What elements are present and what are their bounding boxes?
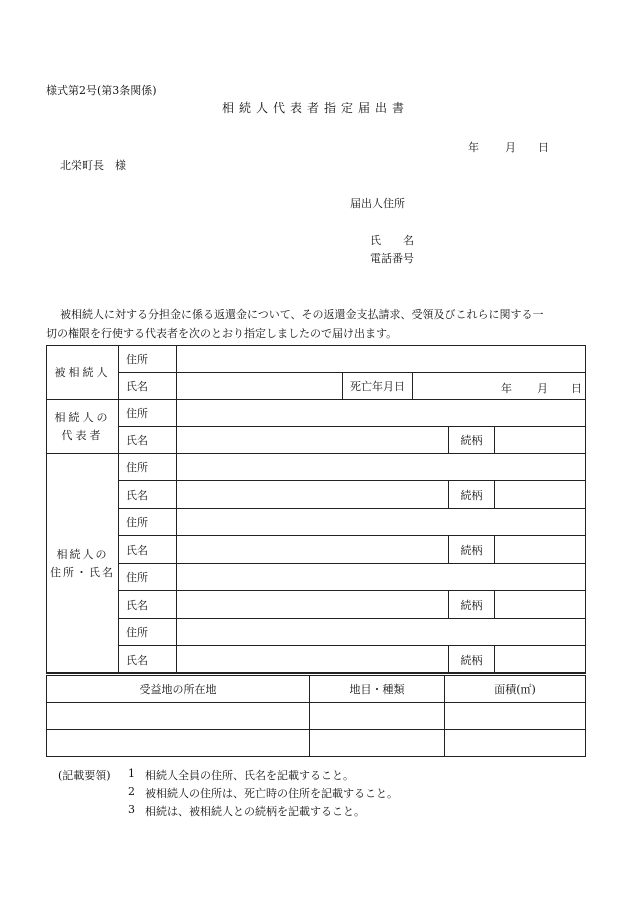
death-day-label: 日 bbox=[571, 382, 582, 395]
heirs-label-line-2: 住所・氏名 bbox=[50, 565, 115, 579]
date-day-label: 日 bbox=[538, 141, 549, 154]
heir-3-name-field[interactable] bbox=[177, 591, 449, 619]
note-2-text: 被相続人の住所は、死亡時の住所を記載すること。 bbox=[145, 787, 398, 800]
heirs-label-line-1: 相続人の bbox=[56, 547, 109, 561]
heir-2-relation-field[interactable] bbox=[495, 536, 586, 564]
deceased-address-label: 住所 bbox=[119, 346, 177, 373]
heir-1-name-field[interactable] bbox=[177, 481, 449, 509]
addressee: 北栄町長 様 bbox=[60, 159, 126, 172]
applicant-address-label: 届出人住所 bbox=[350, 197, 405, 210]
deceased-name-label: 氏名 bbox=[119, 373, 177, 400]
heir-3-relation-field[interactable] bbox=[495, 591, 586, 619]
heir-1-address-label: 住所 bbox=[119, 454, 177, 481]
representative-relation-field[interactable] bbox=[495, 427, 586, 454]
heir-4-relation-label: 続柄 bbox=[449, 646, 495, 674]
applicant-name-label: 氏 名 bbox=[370, 234, 414, 247]
representative-label-line-2: 代表者 bbox=[61, 428, 104, 442]
land-location-header: 受益地の所在地 bbox=[47, 676, 310, 703]
heir-2-name-label: 氏名 bbox=[119, 536, 177, 564]
representative-address-label: 住所 bbox=[119, 400, 177, 427]
heir-2-address-field[interactable] bbox=[177, 509, 586, 536]
note-3-text: 相続は、被相続人との続柄を記載すること。 bbox=[145, 805, 365, 818]
heirs-label bbox=[47, 454, 119, 674]
death-month-label: 月 bbox=[537, 382, 548, 395]
land-row-2-category-field[interactable] bbox=[310, 730, 445, 757]
heir-1-relation-label: 続柄 bbox=[449, 481, 495, 509]
deceased-address-field[interactable] bbox=[177, 346, 586, 373]
heir-3-name-label: 氏名 bbox=[119, 591, 177, 619]
heir-4-address-label: 住所 bbox=[119, 619, 177, 646]
representative-name-field[interactable] bbox=[177, 427, 449, 454]
note-1-text: 相続人全員の住所、氏名を記載すること。 bbox=[145, 769, 354, 782]
heir-2-relation-label: 続柄 bbox=[449, 536, 495, 564]
land-row-2-location-field[interactable] bbox=[47, 730, 310, 757]
heir-1-name-label: 氏名 bbox=[119, 481, 177, 509]
representative-name-label: 氏名 bbox=[119, 427, 177, 454]
heir-table bbox=[46, 345, 586, 674]
date-year-label: 年 bbox=[468, 141, 479, 154]
death-year-label: 年 bbox=[501, 382, 512, 395]
date-month-label: 月 bbox=[505, 141, 516, 154]
land-row-1-category-field[interactable] bbox=[310, 703, 445, 730]
document-title: 相続人代表者指定届出書 bbox=[222, 101, 410, 115]
notes-heading: (記載要領) bbox=[58, 769, 111, 782]
heir-4-address-field[interactable] bbox=[177, 619, 586, 646]
heir-3-relation-label: 続柄 bbox=[449, 591, 495, 619]
heir-2-name-field[interactable] bbox=[177, 536, 449, 564]
date-of-death-label: 死亡年月日 bbox=[343, 373, 413, 400]
representative-label-line-1: 相続人の bbox=[54, 410, 111, 424]
heir-2-address-label: 住所 bbox=[119, 509, 177, 536]
note-3-number: 3 bbox=[128, 803, 135, 816]
body-text-line-2: 切の権限を行使する代表者を次のとおり指定しましたので届け出ます。 bbox=[46, 327, 398, 340]
deceased-name-field[interactable] bbox=[177, 373, 343, 400]
body-text-line-1: 被相続人に対する分担金に係る返還金について、その返還金支払請求、受領及びこれらに関する一 bbox=[60, 308, 544, 321]
heir-4-name-label: 氏名 bbox=[119, 646, 177, 674]
representative-relation-label: 続柄 bbox=[449, 427, 495, 454]
heir-3-address-label: 住所 bbox=[119, 564, 177, 591]
date-of-death-field[interactable] bbox=[413, 373, 586, 400]
deceased-label: 被相続人 bbox=[47, 346, 119, 400]
note-2-number: 2 bbox=[128, 785, 135, 798]
form-number: 様式第2号(第3条関係) bbox=[46, 84, 157, 97]
representative-address-field[interactable] bbox=[177, 400, 586, 427]
land-category-header: 地目・種類 bbox=[310, 676, 445, 703]
land-row-1-location-field[interactable] bbox=[47, 703, 310, 730]
applicant-phone-label: 電話番号 bbox=[370, 252, 414, 265]
heir-4-name-field[interactable] bbox=[177, 646, 449, 674]
land-table bbox=[46, 675, 586, 757]
land-area-header: 面積(㎡) bbox=[445, 676, 586, 703]
heir-1-relation-field[interactable] bbox=[495, 481, 586, 509]
land-row-2-area-field[interactable] bbox=[445, 730, 586, 757]
heir-4-relation-field[interactable] bbox=[495, 646, 586, 674]
representative-label bbox=[47, 400, 119, 454]
note-1-number: 1 bbox=[128, 767, 135, 780]
heir-1-address-field[interactable] bbox=[177, 454, 586, 481]
heir-3-address-field[interactable] bbox=[177, 564, 586, 591]
land-row-1-area-field[interactable] bbox=[445, 703, 586, 730]
